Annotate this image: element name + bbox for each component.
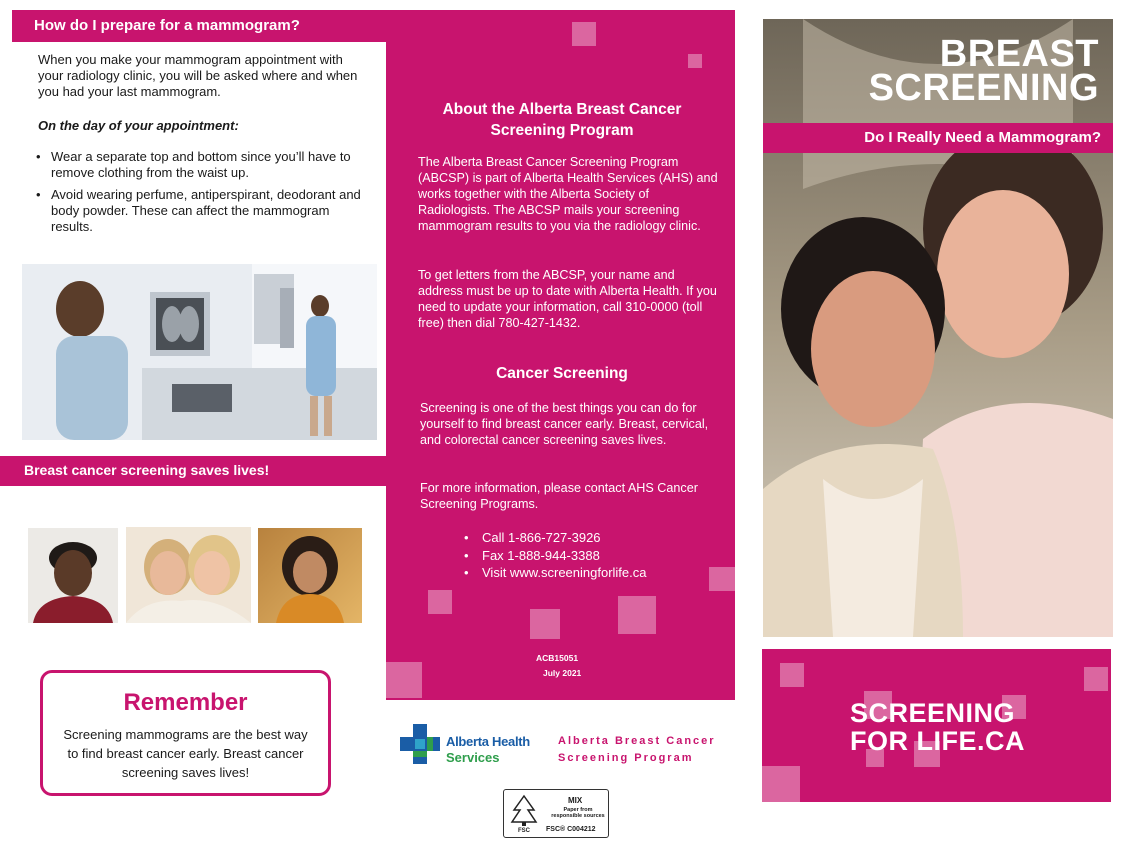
decor-square	[428, 590, 452, 614]
fsc-tree-icon	[510, 794, 538, 834]
contact-list	[464, 529, 647, 582]
fsc-label	[503, 789, 609, 838]
sfl-line1: SCREENING	[850, 698, 1016, 728]
screening-for-life-logo	[762, 649, 1111, 802]
fsc-paper-text: Paper from responsible sources	[551, 807, 605, 819]
intro-paragraph: When you make your mammogram appointment with your radiology clinic, you will be asked where and when you had your last mammogram.	[38, 52, 358, 99]
fsc-mix-text: MIX	[568, 796, 583, 805]
contact-phone: • Call 1-866-727-3926	[464, 529, 647, 547]
abcsp-name-line2: Screening Program	[558, 752, 694, 764]
remember-title: Remember	[123, 689, 248, 716]
saves-lives-bar: Breast cancer screening saves lives!	[0, 456, 386, 486]
decor-square	[1084, 667, 1108, 691]
decor-square	[709, 567, 735, 591]
mammogram-exam-photo	[22, 264, 377, 440]
prep-item: • Avoid wearing perfume, antiperspirant, deodorant and body powder. These can affect the mammogram results.	[36, 187, 366, 235]
ahs-cross-icon	[400, 724, 440, 764]
info-panel	[386, 10, 735, 700]
sfl-line2: FOR LIFE.CA	[850, 726, 1025, 756]
contact-intro-paragraph: For more information, please contact AHS Cancer Screening Programs.	[420, 481, 698, 511]
prep-item: • Wear a separate top and bottom since you’ll have to remove clothing from the waist up.	[36, 149, 366, 181]
cover-subtitle: Do I Really Need a Mammogram?	[763, 123, 1113, 153]
about-title: About the Alberta Breast Cancer Screening Program	[442, 101, 682, 139]
decor-square	[688, 54, 702, 68]
about-paragraph-2: To get letters from the ABCSP, your name and address must be up to date with Alberta Health. If you need to update your information, call 310-0000 (toll free) then dial 780-427-1432.	[418, 268, 717, 330]
cancer-screening-paragraph: Screening is one of the best things you can do for yourself to find breast cancer early. Breast, cervical, and colorectal cancer screening saves lives.	[420, 401, 709, 447]
decor-square	[762, 766, 800, 802]
document-code: ACB15051	[536, 653, 579, 663]
ahs-logo	[400, 722, 540, 768]
cover-title	[868, 33, 1099, 109]
portrait-woman-1	[28, 528, 118, 623]
appointment-day-label: On the day of your appointment:	[38, 118, 239, 133]
fsc-code-text: FSC® C004212	[546, 826, 596, 833]
remember-text: Screening mammograms are the best way to find breast cancer early. Breast cancer screening saves lives!	[63, 727, 308, 780]
decor-square	[618, 596, 656, 634]
ahs-name-line1: Alberta Health	[446, 734, 530, 749]
decor-square	[572, 22, 596, 46]
cover-title-line2: SCREENING	[868, 67, 1099, 109]
contact-fax: • Fax 1-888-944-3388	[464, 547, 647, 565]
ahs-name-line2: Services	[446, 750, 500, 765]
about-paragraph-1: The Alberta Breast Cancer Screening Program (ABCSP) is part of Alberta Health Services (AHS) and works together with the Alberta Society of Radiologists. The ABCSP mails your screening mammogram results to you via the radiology clinic.	[418, 155, 718, 233]
remember-box	[40, 670, 331, 796]
cover-photo	[763, 19, 1113, 637]
document-date: July 2021	[543, 668, 582, 678]
prepare-header: How do I prepare for a mammogram?	[12, 10, 386, 42]
cover-title-line1: BREAST	[939, 33, 1099, 75]
two-women-cover-illustration	[763, 19, 1113, 637]
abcsp-name-line1: Alberta Breast Cancer	[558, 735, 716, 747]
portrait-woman-3	[258, 528, 362, 623]
cancer-screening-title: Cancer Screening	[496, 365, 628, 382]
portrait-two-women-hugging	[126, 527, 251, 623]
fsc-mark-text: FSC	[518, 828, 530, 834]
contact-website[interactable]: • Visit www.screeningforlife.ca	[464, 564, 647, 582]
prep-list	[36, 149, 366, 241]
exam-illustration	[22, 264, 377, 440]
decor-square	[386, 662, 422, 698]
decor-square	[780, 663, 804, 687]
decor-square	[530, 609, 560, 639]
